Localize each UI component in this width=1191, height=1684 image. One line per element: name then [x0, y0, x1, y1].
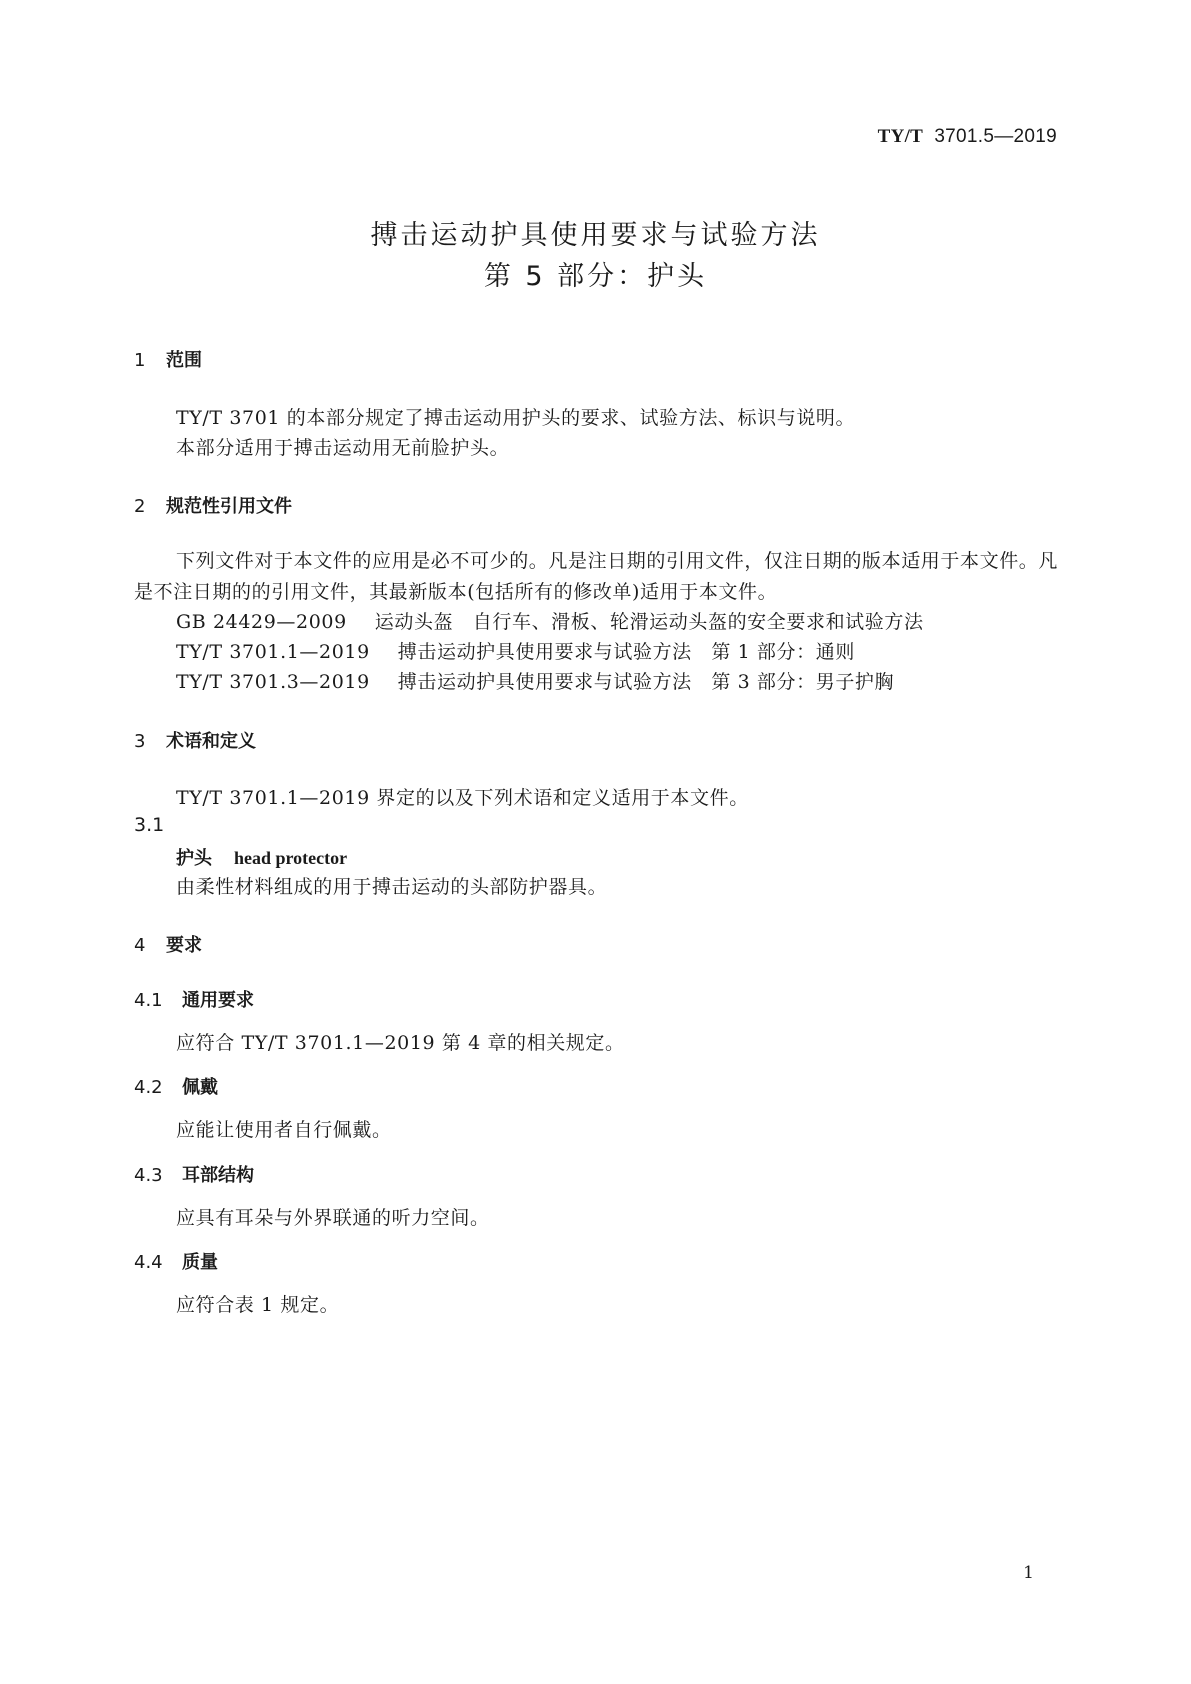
subsection-title: 通用要求 [182, 990, 254, 1011]
page-number: 1 [1023, 1563, 1034, 1583]
term-name [176, 844, 347, 870]
document-title: 搏击运动护具使用要求与试验方法 [370, 220, 821, 251]
section-1-heading [134, 346, 202, 372]
term-number: 3.1 [134, 814, 165, 836]
reference-title: 搏击运动护具使用要求与试验方法 第 3 部分：男子护胸 [397, 671, 895, 693]
subsection-heading [134, 1073, 218, 1099]
section-2-intro: 下列文件对于本文件的应用是必不可少的。凡是注日期的引用文件，仅注日期的版本适用于本文件。凡是不注日期的的引用文件，其最新版本(包括所有的修改单)适用于本文件。 [134, 550, 1059, 603]
subsection-title: 佩戴 [182, 1077, 218, 1098]
reference-title: 搏击运动护具使用要求与试验方法 第 1 部分：通则 [397, 641, 855, 663]
subsection-text: 应符合 TY/T 3701.1—2019 第 4 章的相关规定。 [176, 1032, 625, 1054]
section-3-heading [134, 727, 256, 753]
reference-code: TY/T 3701.3—2019 [176, 671, 370, 693]
subsection-text: 应能让使用者自行佩戴。 [176, 1119, 392, 1141]
section-title: 规范性引用文件 [166, 496, 292, 517]
section-title: 范围 [166, 350, 202, 371]
section-title: 要求 [166, 935, 202, 956]
subsection-text: 应符合表 1 规定。 [176, 1294, 340, 1316]
subsection-number: 4.2 [134, 1077, 163, 1098]
section-1-paragraph-2: 本部分适用于搏击运动用无前脸护头。 [176, 437, 510, 459]
term-english: head protector [234, 848, 348, 868]
subsection-title: 质量 [182, 1252, 218, 1273]
section-title: 术语和定义 [166, 731, 256, 752]
reference-code: TY/T 3701.1—2019 [176, 641, 370, 663]
reference-item [176, 637, 855, 664]
standard-number [878, 126, 1057, 148]
standard-prefix: TY/T [877, 126, 924, 147]
section-2-heading [134, 492, 292, 518]
term-chinese: 护头 [176, 848, 212, 869]
standard-code: 3701.5—2019 [934, 126, 1057, 147]
document-subtitle: 第 5 部分：护头 [483, 261, 708, 292]
subsection-title: 耳部结构 [182, 1165, 254, 1186]
section-number: 1 [134, 350, 146, 371]
section-4-heading [134, 931, 202, 957]
reference-item [176, 607, 924, 634]
subsection-number: 4.4 [134, 1252, 163, 1273]
subsection-heading [134, 1161, 254, 1187]
section-number: 4 [134, 935, 146, 956]
subsection-heading [134, 1248, 218, 1274]
section-number: 3 [134, 731, 146, 752]
subsection-number: 4.3 [134, 1165, 163, 1186]
reference-item [176, 667, 894, 694]
term-definition: 由柔性材料组成的用于搏击运动的头部防护器具。 [176, 876, 608, 898]
reference-code: GB 24429—2009 [176, 611, 347, 633]
subsection-text: 应具有耳朵与外界联通的听力空间。 [176, 1207, 490, 1229]
section-3-intro: TY/T 3701.1—2019 界定的以及下列术语和定义适用于本文件。 [176, 787, 749, 809]
subsection-heading [134, 986, 254, 1012]
section-1-paragraph-1: TY/T 3701 的本部分规定了搏击运动用护头的要求、试验方法、标识与说明。 [176, 407, 856, 429]
subsection-number: 4.1 [134, 990, 163, 1011]
section-number: 2 [134, 496, 146, 517]
reference-title: 运动头盔 自行车、滑板、轮滑运动头盔的安全要求和试验方法 [374, 611, 924, 633]
